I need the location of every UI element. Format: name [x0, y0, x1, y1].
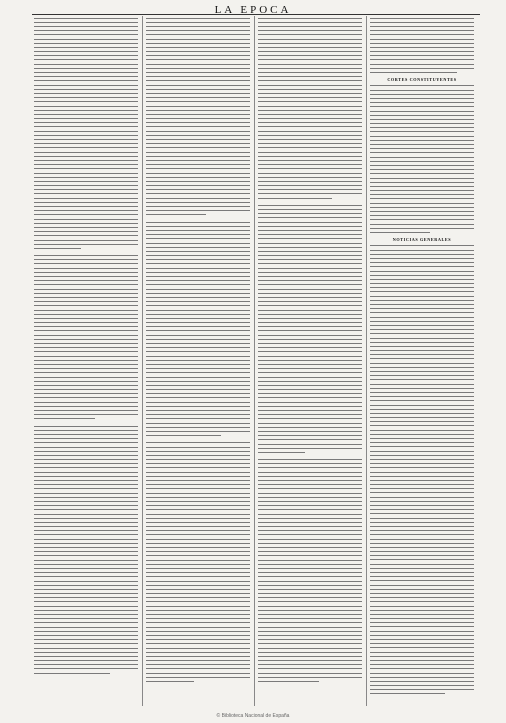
masthead-rule	[32, 14, 480, 15]
text-line	[370, 230, 430, 234]
column-4	[370, 16, 474, 706]
masthead-title: LA EPOCA	[214, 4, 292, 16]
column-3	[258, 16, 362, 706]
column-divider	[142, 16, 143, 706]
text-line	[370, 692, 445, 696]
section-heading: CORTES CONSTITUYENTES	[387, 76, 457, 82]
section-heading: NOTICIAS GENERALES	[392, 236, 452, 242]
text-line	[146, 679, 194, 683]
column-divider	[366, 16, 367, 706]
text-line	[370, 70, 457, 74]
column-1	[34, 16, 138, 706]
library-credit: © Biblioteca Nacional de España	[216, 713, 290, 719]
text-line	[34, 671, 110, 675]
column-divider	[254, 16, 255, 706]
column-2	[146, 16, 250, 706]
text-line	[258, 679, 319, 683]
